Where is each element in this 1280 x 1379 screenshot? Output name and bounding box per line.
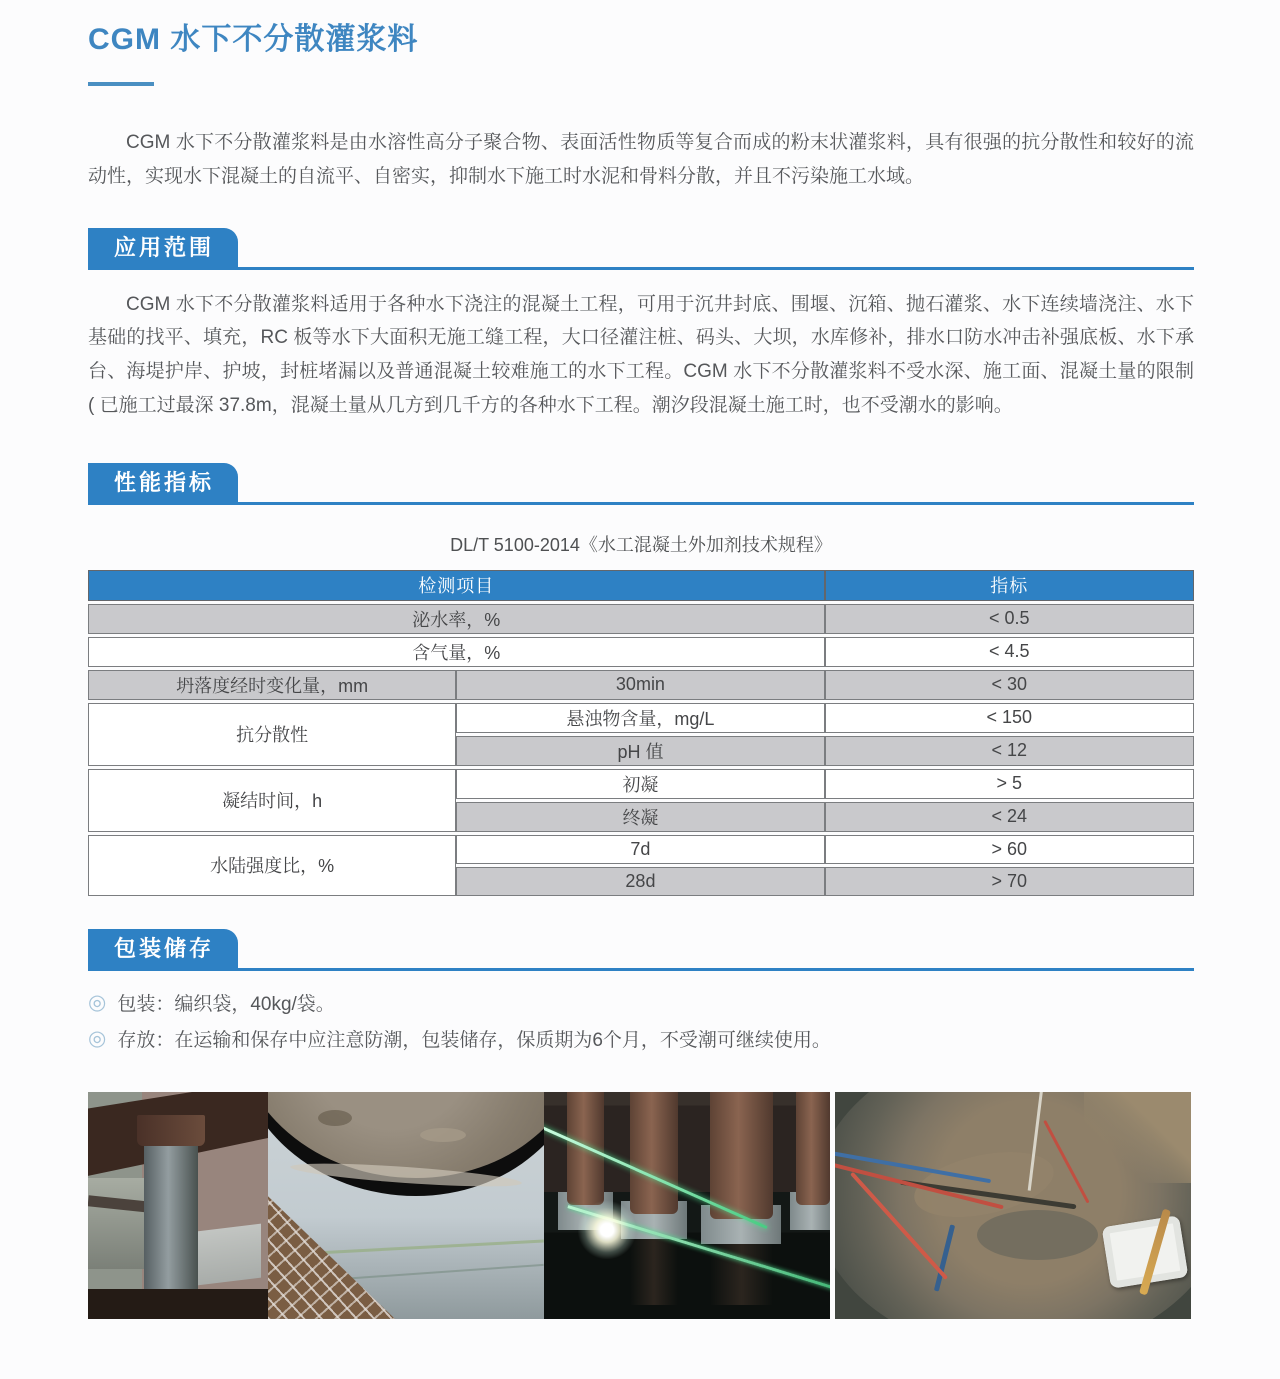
section-performance	[88, 463, 1194, 899]
section-header-performance	[88, 463, 1194, 505]
photo-pier-base-closeup	[268, 1092, 544, 1319]
packaging-bullet-list	[88, 989, 1194, 1052]
table-cell-value: > 70	[825, 867, 1194, 896]
section-tab-performance: 性能指标	[88, 463, 238, 502]
page-title: CGM 水下不分散灌浆料	[88, 23, 419, 56]
section-application	[88, 228, 1194, 423]
table-cell-item: 水陆强度比，%	[88, 835, 456, 896]
table-cell-item: 含气量，%	[88, 637, 825, 667]
table-cell-subitem: 终凝	[456, 802, 824, 832]
photo-bridge-pier-formwork	[88, 1092, 268, 1319]
section-tab-application: 应用范围	[88, 228, 238, 267]
table-row	[88, 769, 1194, 799]
table-cell-subitem: 28d	[456, 867, 824, 896]
list-item	[88, 989, 1194, 1016]
table-cell-value: < 12	[825, 736, 1194, 766]
table-cell-value: < 4.5	[825, 637, 1194, 667]
intro-paragraph: CGM 水下不分散灌浆料是由水溶性高分子聚合物、表面活性物质等复合而成的粉末状灌浆料，具有很强的抗分散性和较好的流动性，实现水下混凝土的自流平、自密实，抑制水下施工时水泥和骨料分散，并且不污染施工水域。	[88, 132, 1194, 187]
table-cell-item: 坍落度经时变化量，mm	[88, 670, 456, 700]
table-row	[88, 703, 1194, 733]
table-cell-subitem: 悬浊物含量，mg/L	[456, 703, 824, 733]
table-header-value: 指标	[825, 570, 1194, 601]
table-row	[88, 637, 1194, 667]
table-cell-item: 抗分散性	[88, 703, 456, 766]
table-cell-subitem: 7d	[456, 835, 824, 864]
title-underline	[88, 82, 154, 86]
table-cell-value: < 0.5	[825, 604, 1194, 634]
table-row	[88, 604, 1194, 634]
table-cell-item: 泌水率，%	[88, 604, 825, 634]
table-row	[88, 835, 1194, 864]
table-row	[88, 670, 1194, 700]
table-cell-value: > 5	[825, 769, 1194, 799]
photo-night-piers-laser	[544, 1092, 830, 1319]
table-cell-value: < 24	[825, 802, 1194, 832]
section-header-application	[88, 228, 1194, 270]
ring-bullet-icon: ◎	[88, 1026, 107, 1050]
bullet-text: 包装：编织袋，40kg/袋。	[117, 993, 335, 1015]
list-item	[88, 1025, 1194, 1052]
performance-table	[88, 567, 1194, 899]
table-header-item: 检测项目	[88, 570, 825, 601]
table-cell-value: < 30	[825, 670, 1194, 700]
table-cell-subitem: pH 值	[456, 736, 824, 766]
table-cell-value: < 150	[825, 703, 1194, 733]
section-header-packaging	[88, 929, 1194, 971]
application-paragraph: CGM 水下不分散灌浆料适用于各种水下浇注的混凝土工程，可用于沉井封底、围堰、沉箱、抛石灌浆、水下连续墙浇注、水下基础的找平、填充，RC 板等水下大面积无施工缝工程，大口径灌注桩、码头、大坝，水库修补，排水口防水冲击补强底板、水下承台、海堤护岸、护坡，封桩堵漏以及普通混凝土较难施工的水下工程。CGM 水下不分散灌浆料不受水深、施工面、混凝土量的限制 ( 已施工过最深 37.8m，混凝土量从几方到几千方的各种水下工程。潮汐段混凝土施工时，也不受潮水的影响。	[88, 293, 1194, 417]
ring-bullet-icon: ◎	[88, 990, 107, 1014]
table-cell-subitem: 初凝	[456, 769, 824, 799]
table-header-row	[88, 570, 1194, 601]
table-cell-item: 凝结时间，h	[88, 769, 456, 832]
section-packaging	[88, 929, 1194, 1052]
table-cell-subitem: 30min	[456, 670, 824, 700]
site-photo-strip	[88, 1092, 1194, 1319]
section-tab-packaging: 包装储存	[88, 929, 238, 968]
standard-reference: DL/T 5100-2014《水工混凝土外加剂技术规程》	[450, 534, 832, 555]
table-cell-value: > 60	[825, 835, 1194, 864]
photo-caisson-pit	[835, 1092, 1191, 1319]
bullet-text: 存放：在运输和保存中应注意防潮，包装储存，保质期为6个月，不受潮可继续使用。	[117, 1029, 831, 1051]
